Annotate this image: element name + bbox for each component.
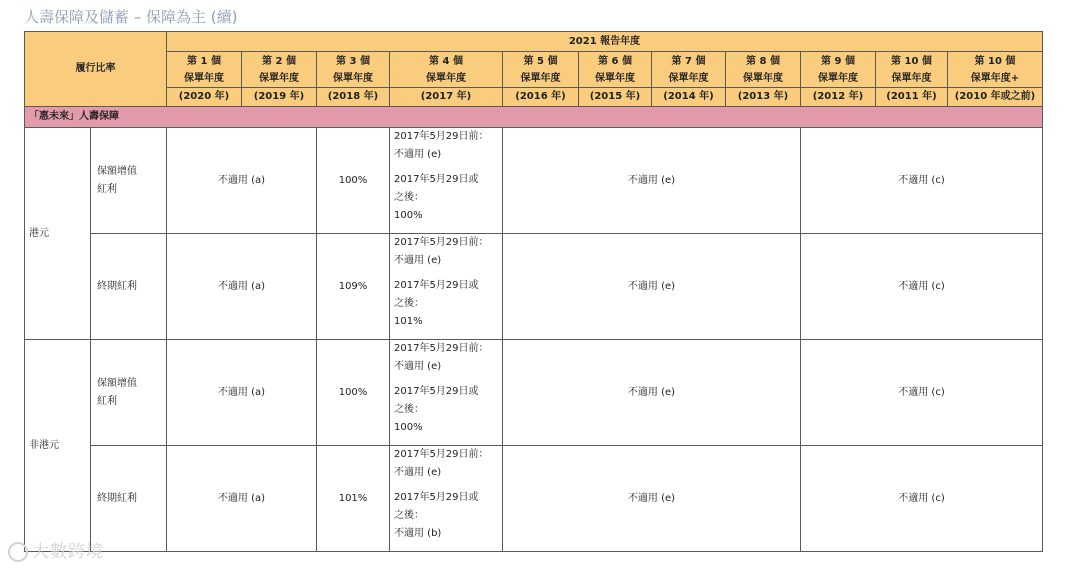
calendar-year-header: (2014 年)	[652, 88, 726, 107]
header-row-policy-years	[25, 52, 1043, 88]
report-year-header: 2021 報告年度	[167, 32, 1043, 52]
policy-year-header: 第 8 個 保單年度	[726, 52, 801, 88]
ratio-year-3: 109%	[317, 234, 390, 340]
bonus-type: 保額增值 紅利	[91, 340, 167, 446]
ratio-year-3: 100%	[317, 340, 390, 446]
ratio-years-5-8: 不適用 (e)	[503, 234, 801, 340]
ratio-year-3: 100%	[317, 128, 390, 234]
ratio-year-4: 2017年5月29日前： 不適用 (e) 2017年5月29日或 之後： 101%	[390, 234, 503, 340]
ratio-years-9-10: 不適用 (c)	[801, 234, 1043, 340]
ratio-years-1-2: 不適用 (a)	[167, 340, 317, 446]
policy-year-header: 第 4 個 保單年度	[390, 52, 503, 88]
page-title: 人壽保障及儲蓄 – 保障為主 (續)	[24, 8, 238, 26]
calendar-year-header: (2020 年)	[167, 88, 242, 107]
table-row	[25, 340, 1043, 446]
calendar-year-header: (2016 年)	[503, 88, 579, 107]
watermark-logo-icon	[8, 542, 28, 562]
ratio-years-1-2: 不適用 (a)	[167, 446, 317, 552]
ratio-years-5-8: 不適用 (e)	[503, 128, 801, 234]
ratio-year-4: 2017年5月29日前： 不適用 (e) 2017年5月29日或 之後： 100%	[390, 340, 503, 446]
ratio-years-9-10: 不適用 (c)	[801, 340, 1043, 446]
calendar-year-header: (2010 年或之前)	[948, 88, 1043, 107]
ratio-years-9-10: 不適用 (c)	[801, 446, 1043, 552]
header-row-calendar-years	[25, 88, 1043, 107]
fulfillment-ratio-table	[24, 31, 1043, 552]
ratio-years-5-8: 不適用 (e)	[503, 446, 801, 552]
policy-year-header: 第 6 個 保單年度	[579, 52, 652, 88]
calendar-year-header: (2013 年)	[726, 88, 801, 107]
calendar-year-header: (2018 年)	[317, 88, 390, 107]
table-row	[25, 234, 1043, 340]
ratio-years-1-2: 不適用 (a)	[167, 234, 317, 340]
currency-label: 非港元	[25, 340, 91, 552]
policy-year-header: 第 7 個 保單年度	[652, 52, 726, 88]
calendar-year-header: (2017 年)	[390, 88, 503, 107]
policy-year-header: 第 3 個 保單年度	[317, 52, 390, 88]
calendar-year-header: (2019 年)	[242, 88, 317, 107]
calendar-year-header: (2012 年)	[801, 88, 876, 107]
policy-year-header: 第 2 個 保單年度	[242, 52, 317, 88]
calendar-year-header: (2015 年)	[579, 88, 652, 107]
ratio-year-4: 2017年5月29日前： 不適用 (e) 2017年5月29日或 之後： 不適用 (b)	[390, 446, 503, 552]
section-title: 「惠未來」人壽保障	[25, 107, 1043, 128]
policy-year-header: 第 10 個 保單年度	[876, 52, 948, 88]
table-row	[25, 446, 1043, 552]
ratio-years-1-2: 不適用 (a)	[167, 128, 317, 234]
bonus-type: 終期紅利	[91, 446, 167, 552]
header-row-report-year	[25, 32, 1043, 52]
ratio-year-3: 101%	[317, 446, 390, 552]
bonus-type: 保額增值 紅利	[91, 128, 167, 234]
ratio-years-5-8: 不適用 (e)	[503, 340, 801, 446]
policy-year-header: 第 10 個 保單年度+	[948, 52, 1043, 88]
policy-year-header: 第 9 個 保單年度	[801, 52, 876, 88]
calendar-year-header: (2011 年)	[876, 88, 948, 107]
policy-year-header: 第 1 個 保單年度	[167, 52, 242, 88]
policy-year-header: 第 5 個 保單年度	[503, 52, 579, 88]
watermark-text: 大數跨境	[32, 542, 104, 562]
ratio-header: 履行比率	[25, 32, 167, 107]
watermark	[8, 537, 104, 562]
ratio-years-9-10: 不適用 (c)	[801, 128, 1043, 234]
section-row	[25, 107, 1043, 128]
bonus-type: 終期紅利	[91, 234, 167, 340]
currency-label: 港元	[25, 128, 91, 340]
table-row	[25, 128, 1043, 234]
ratio-year-4: 2017年5月29日前： 不適用 (e) 2017年5月29日或 之後： 100%	[390, 128, 503, 234]
